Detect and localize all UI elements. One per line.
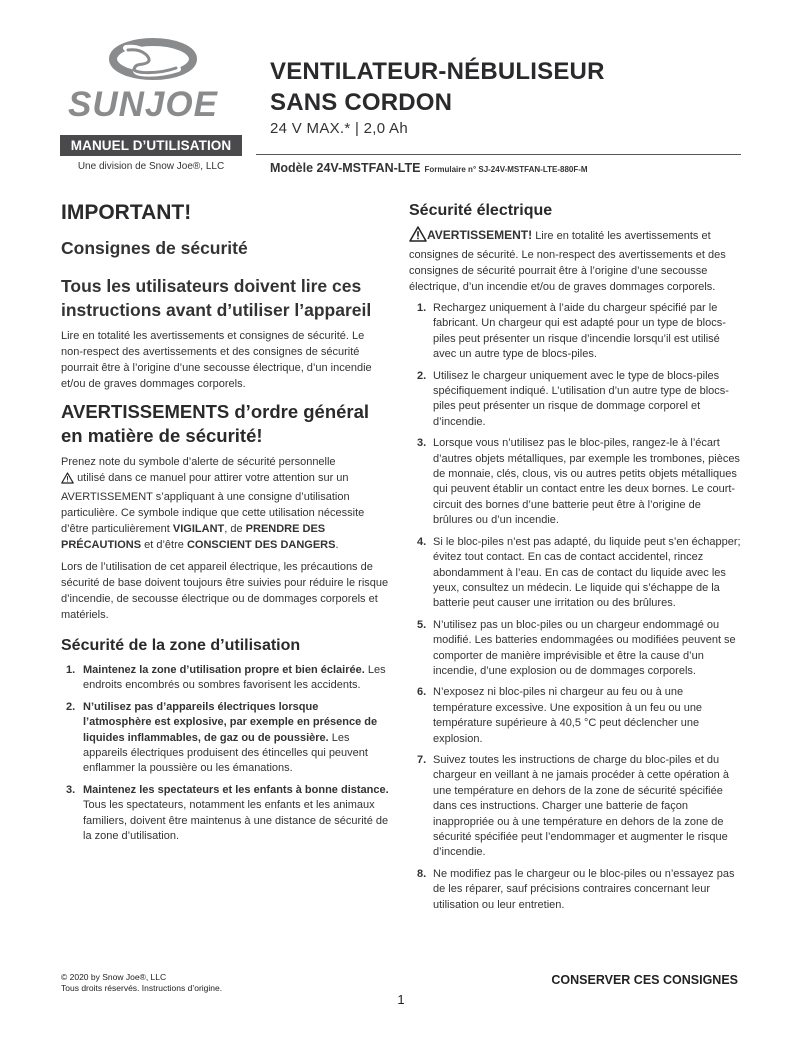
item-text: Lorsque vous n’utilisez pas le bloc-piles, rangez-le à l’écart d’autres objets métalliques, par exemple les trombones, pièces de monnaie, clés, clous, vis ou autres petits objets métalliques qui peuvent établir un contact entre les deux bornes. Le court-circuit des bornes d’une batterie peut être à l’origine de brûlures ou d’un incendie. bbox=[433, 437, 740, 527]
warning-triangle-icon bbox=[409, 226, 427, 247]
item-number: 3. bbox=[66, 783, 76, 796]
model-number: Modèle 24V-MSTFAN-LTE bbox=[270, 161, 421, 175]
product-subtitle: 24 V MAX.* | 2,0 Ah bbox=[270, 120, 409, 137]
list-item bbox=[409, 436, 742, 528]
item-number: 2. bbox=[417, 369, 427, 382]
general-p1-start: Prenez note du symbole d’alerte de sécurité personnelle bbox=[61, 456, 336, 468]
item-bold: Maintenez les spectateurs et les enfants à bonne distance. bbox=[83, 783, 389, 796]
electrical-safety-heading: Sécurité électrique bbox=[409, 202, 553, 219]
item-text: Les endroits encombrés ou sombres favorisent les accidents. bbox=[83, 664, 386, 692]
item-number: 5. bbox=[417, 618, 427, 631]
de-text: , de bbox=[224, 523, 243, 535]
right-column bbox=[409, 200, 742, 919]
warning-triangle-icon bbox=[61, 472, 74, 489]
item-text: Ne modifiez pas le chargeur ou le bloc-piles ou n’essayez pas de les réparer, sauf précisions contraires concernant leur utilisation ou leur entretien. bbox=[433, 867, 735, 911]
header-divider bbox=[256, 154, 741, 155]
item-number: 1. bbox=[66, 664, 76, 676]
users-heading: Tous les utilisateurs doivent lire ces instructions avant d’utiliser l’appareil bbox=[61, 276, 372, 320]
copyright bbox=[61, 972, 222, 994]
list-item bbox=[409, 369, 742, 431]
copyright-line2: Tous droits réservés. Instructions d’origine. bbox=[61, 983, 223, 993]
item-text: Tous les spectateurs, notamment les enfants et les animaux familiers, doivent être maintenus à une distance de sécurité de la zone d’utilisation. bbox=[83, 799, 389, 843]
electrical-list bbox=[409, 301, 742, 913]
prendre-text: PRENDRE DES PRÉCAUTIONS bbox=[61, 523, 326, 551]
product-title-line2: SANS CORDON bbox=[270, 89, 453, 116]
general-p1-body: utilisé dans ce manuel pour attirer votre attention sur un AVERTISSEMENT s’appliquant à une consigne d’utilisation particulière. Ce symbole indique que cette utilisation nécessite d’être particulièrement bbox=[61, 472, 365, 535]
sunjoe-logo bbox=[66, 38, 240, 122]
copyright-line1: © 2020 by Snow Joe®, LLC bbox=[61, 972, 167, 982]
keep-instructions-label: CONSERVER CES CONSIGNES bbox=[551, 973, 738, 987]
item-text: Utilisez le chargeur uniquement avec le type de blocs-piles spécifiquement indiqué. L’utilisation d’un autre type de blocs-piles peut présenter un risque de dommage corporel et d’incendie. bbox=[433, 369, 729, 428]
item-number: 3. bbox=[417, 437, 427, 450]
item-text: Si le bloc-piles n’est pas adapté, du liquide peut s’en échapper; évitez tout contact. En cas de contact accidentel, rincez abondamment à l’eau. En cas de contact du liquide avec les yeux, consultez un médecin. Le liquide qui s’échappe de la batterie peut causer une irritation ou des brûlures. bbox=[433, 535, 741, 610]
list-item bbox=[409, 618, 742, 680]
et-text: et d’être bbox=[144, 539, 184, 551]
conscient-text: CONSCIENT DES DANGERS bbox=[186, 539, 336, 551]
item-text: N’utilisez pas un bloc-piles ou un chargeur endommagé ou modifié. Les batteries endommagées ou modifiées peuvent se comporter de manière imprévisible et être la cause d’un incendie, d’une explosion ou de dommages corporels. bbox=[433, 618, 736, 677]
vigilant-text: VIGILANT bbox=[172, 523, 225, 535]
manual-label-text: MANUEL D’UTILISATION bbox=[70, 138, 232, 153]
zone-heading: Sécurité de la zone d’utilisation bbox=[61, 637, 301, 654]
list-item bbox=[409, 867, 742, 913]
item-text: Rechargez uniquement à l’aide du chargeur spécifié par le fabricant. Un chargeur qui est adapté pour un type de blocs-piles peut présenter un risque d’incendie lorsqu’il est utilisé avec un autre type de blocs-piles. bbox=[433, 302, 726, 361]
form-number: Formulaire n° SJ-24V-MSTFAN-LTE-880F-M bbox=[424, 165, 588, 174]
item-number: 7. bbox=[417, 753, 427, 766]
list-item bbox=[409, 535, 742, 612]
item-text: Les appareils électriques produisent des étincelles qui peuvent enflammer la poussière ou les émanations. bbox=[83, 731, 368, 775]
electrical-warning-paragraph bbox=[409, 226, 742, 295]
list-item bbox=[61, 700, 389, 777]
item-bold: N’utilisez pas d’appareils électriques lorsque l’atmosphère est explosive, par exemple en présence de liquides inflammables, de gaz ou de poussière. bbox=[83, 700, 378, 744]
general-warnings-heading: AVERTISSEMENTS d’ordre général en matière de sécurité! bbox=[61, 401, 370, 446]
manual-label bbox=[60, 135, 242, 156]
list-item bbox=[409, 753, 742, 861]
item-number: 1. bbox=[417, 302, 427, 314]
list-item bbox=[409, 301, 742, 363]
list-item bbox=[61, 783, 389, 845]
model-line bbox=[270, 161, 588, 175]
warning-text: Lire en totalité les avertissements et consignes de sécurité. Le non-respect des avertissements et des consignes de sécurité pourrait être à l’origine d’une secousse électrique, d’un incendie et/ou de graves dommages corporels. bbox=[409, 230, 726, 293]
period-text: . bbox=[335, 539, 339, 551]
general-paragraph-2: Lors de l’utilisation de cet appareil électrique, les précautions de sécurité de base doivent toujours être suivies pour réduire le risque d’incendie, de secousse électrique ou de dommages corporels et matériels. bbox=[61, 561, 389, 621]
general-paragraph-1 bbox=[61, 454, 389, 553]
item-text: N’exposez ni bloc-piles ni chargeur au feu ou à une température excessive. Une exposition à un feu ou une température supérieure à 40,5 °C peut déclencher une explosion. bbox=[433, 686, 703, 745]
item-number: 4. bbox=[417, 535, 427, 548]
item-bold: Maintenez la zone d’utilisation propre et bien éclairée. bbox=[83, 664, 365, 676]
safety-heading: Consignes de sécurité bbox=[61, 238, 248, 258]
page-number: 1 bbox=[397, 992, 405, 1007]
left-column bbox=[61, 200, 389, 850]
svg-text:SUNJOE: SUNJOE bbox=[68, 85, 218, 122]
important-heading: IMPORTANT! bbox=[61, 201, 192, 224]
division-text: Une division de Snow Joe®, LLC bbox=[77, 161, 225, 172]
zone-list bbox=[61, 663, 389, 844]
intro-paragraph: Lire en totalité les avertissements et consignes de sécurité. Le non-respect des avertissements et des consignes de sécurité pourrait être à l’origine d’une secousse électrique, d’un incendie et/ou de graves dommages corporels. bbox=[61, 330, 372, 390]
list-item bbox=[61, 663, 389, 694]
item-number: 8. bbox=[417, 867, 427, 880]
warning-lead: AVERTISSEMENT! bbox=[427, 228, 533, 242]
list-item bbox=[409, 685, 742, 747]
item-number: 2. bbox=[66, 700, 76, 713]
item-number: 6. bbox=[417, 686, 427, 699]
item-text: Suivez toutes les instructions de charge du bloc-piles et du chargeur en veillant à ne jamais procéder à cette opération à une température en dehors de la zone de sécurité spécifiée dans ces instructions. Charger une batterie de façon inappropriée ou à une température en dehors de la zone de sécurité spécifiée peut l’endommager et augmenter le risque d’incendie. bbox=[433, 753, 729, 859]
product-title-line1: VENTILATEUR-NÉBULISEUR bbox=[270, 58, 605, 85]
